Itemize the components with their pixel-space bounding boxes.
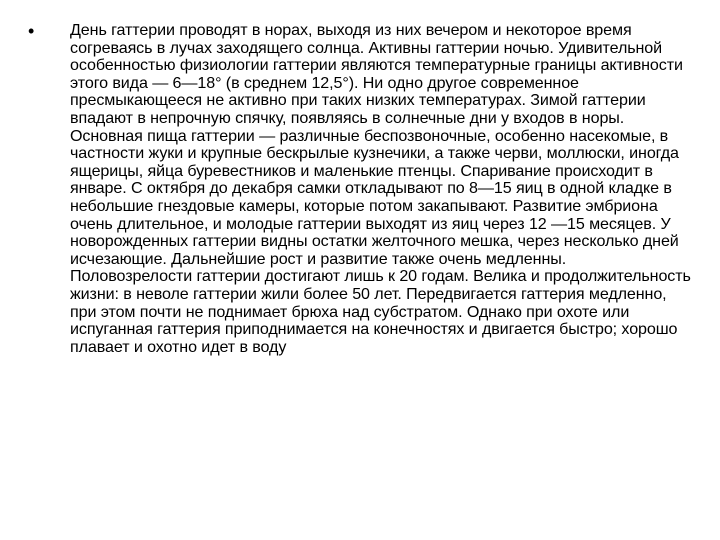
bullet-marker: •	[28, 21, 35, 41]
body-paragraph: День гаттерии проводят в норах, выходя из них вечером и некоторое время согреваясь в лучах заходящего солнца. Активны гаттерии ночью. Удивительной особенностью физиологии гаттерии являются температурные границы активности этого вида — 6—18° (в среднем 12,5°). Ни одно другое современное пресмыкающееся не активно при таких низких температурах. Зимой гаттерии впадают в непрочную спячку, появляясь в солнечные дни у входов в норы. Основная пища гаттерии — различные беспозвоночные, особенно насекомые, в частности жуки и крупные бескрылые кузнечики, а также черви, моллюски, иногда ящерицы, яйца буревестников и маленькие птенцы. Спаривание происходит в январе. С октября до декабря самки откладывают по 8—15 яиц в одной кладке в небольшие гнездовые камеры, которые потом закапывают. Развитие эмбриона очень длительное, и молодые гаттерии выходят из яиц через 12 —15 месяцев. У новорожденных гаттерии видны остатки желточного мешка, через несколько дней исчезающие. Дальнейшие рост и развитие также очень медленны. Половозрелости гаттерии достигают лишь к 20 годам. Велика и продолжительность жизни: в неволе гаттерии жили более 50 лет. Передвигается гаттерия медленно, при этом почти не поднимает брюха над субстратом. Однако при охоте или испуганная гаттерия приподнимается на конечностях и двигается быстро; хорошо плавает и охотно идет в воду	[70, 21, 691, 356]
bullet-list-item	[24, 22, 692, 356]
